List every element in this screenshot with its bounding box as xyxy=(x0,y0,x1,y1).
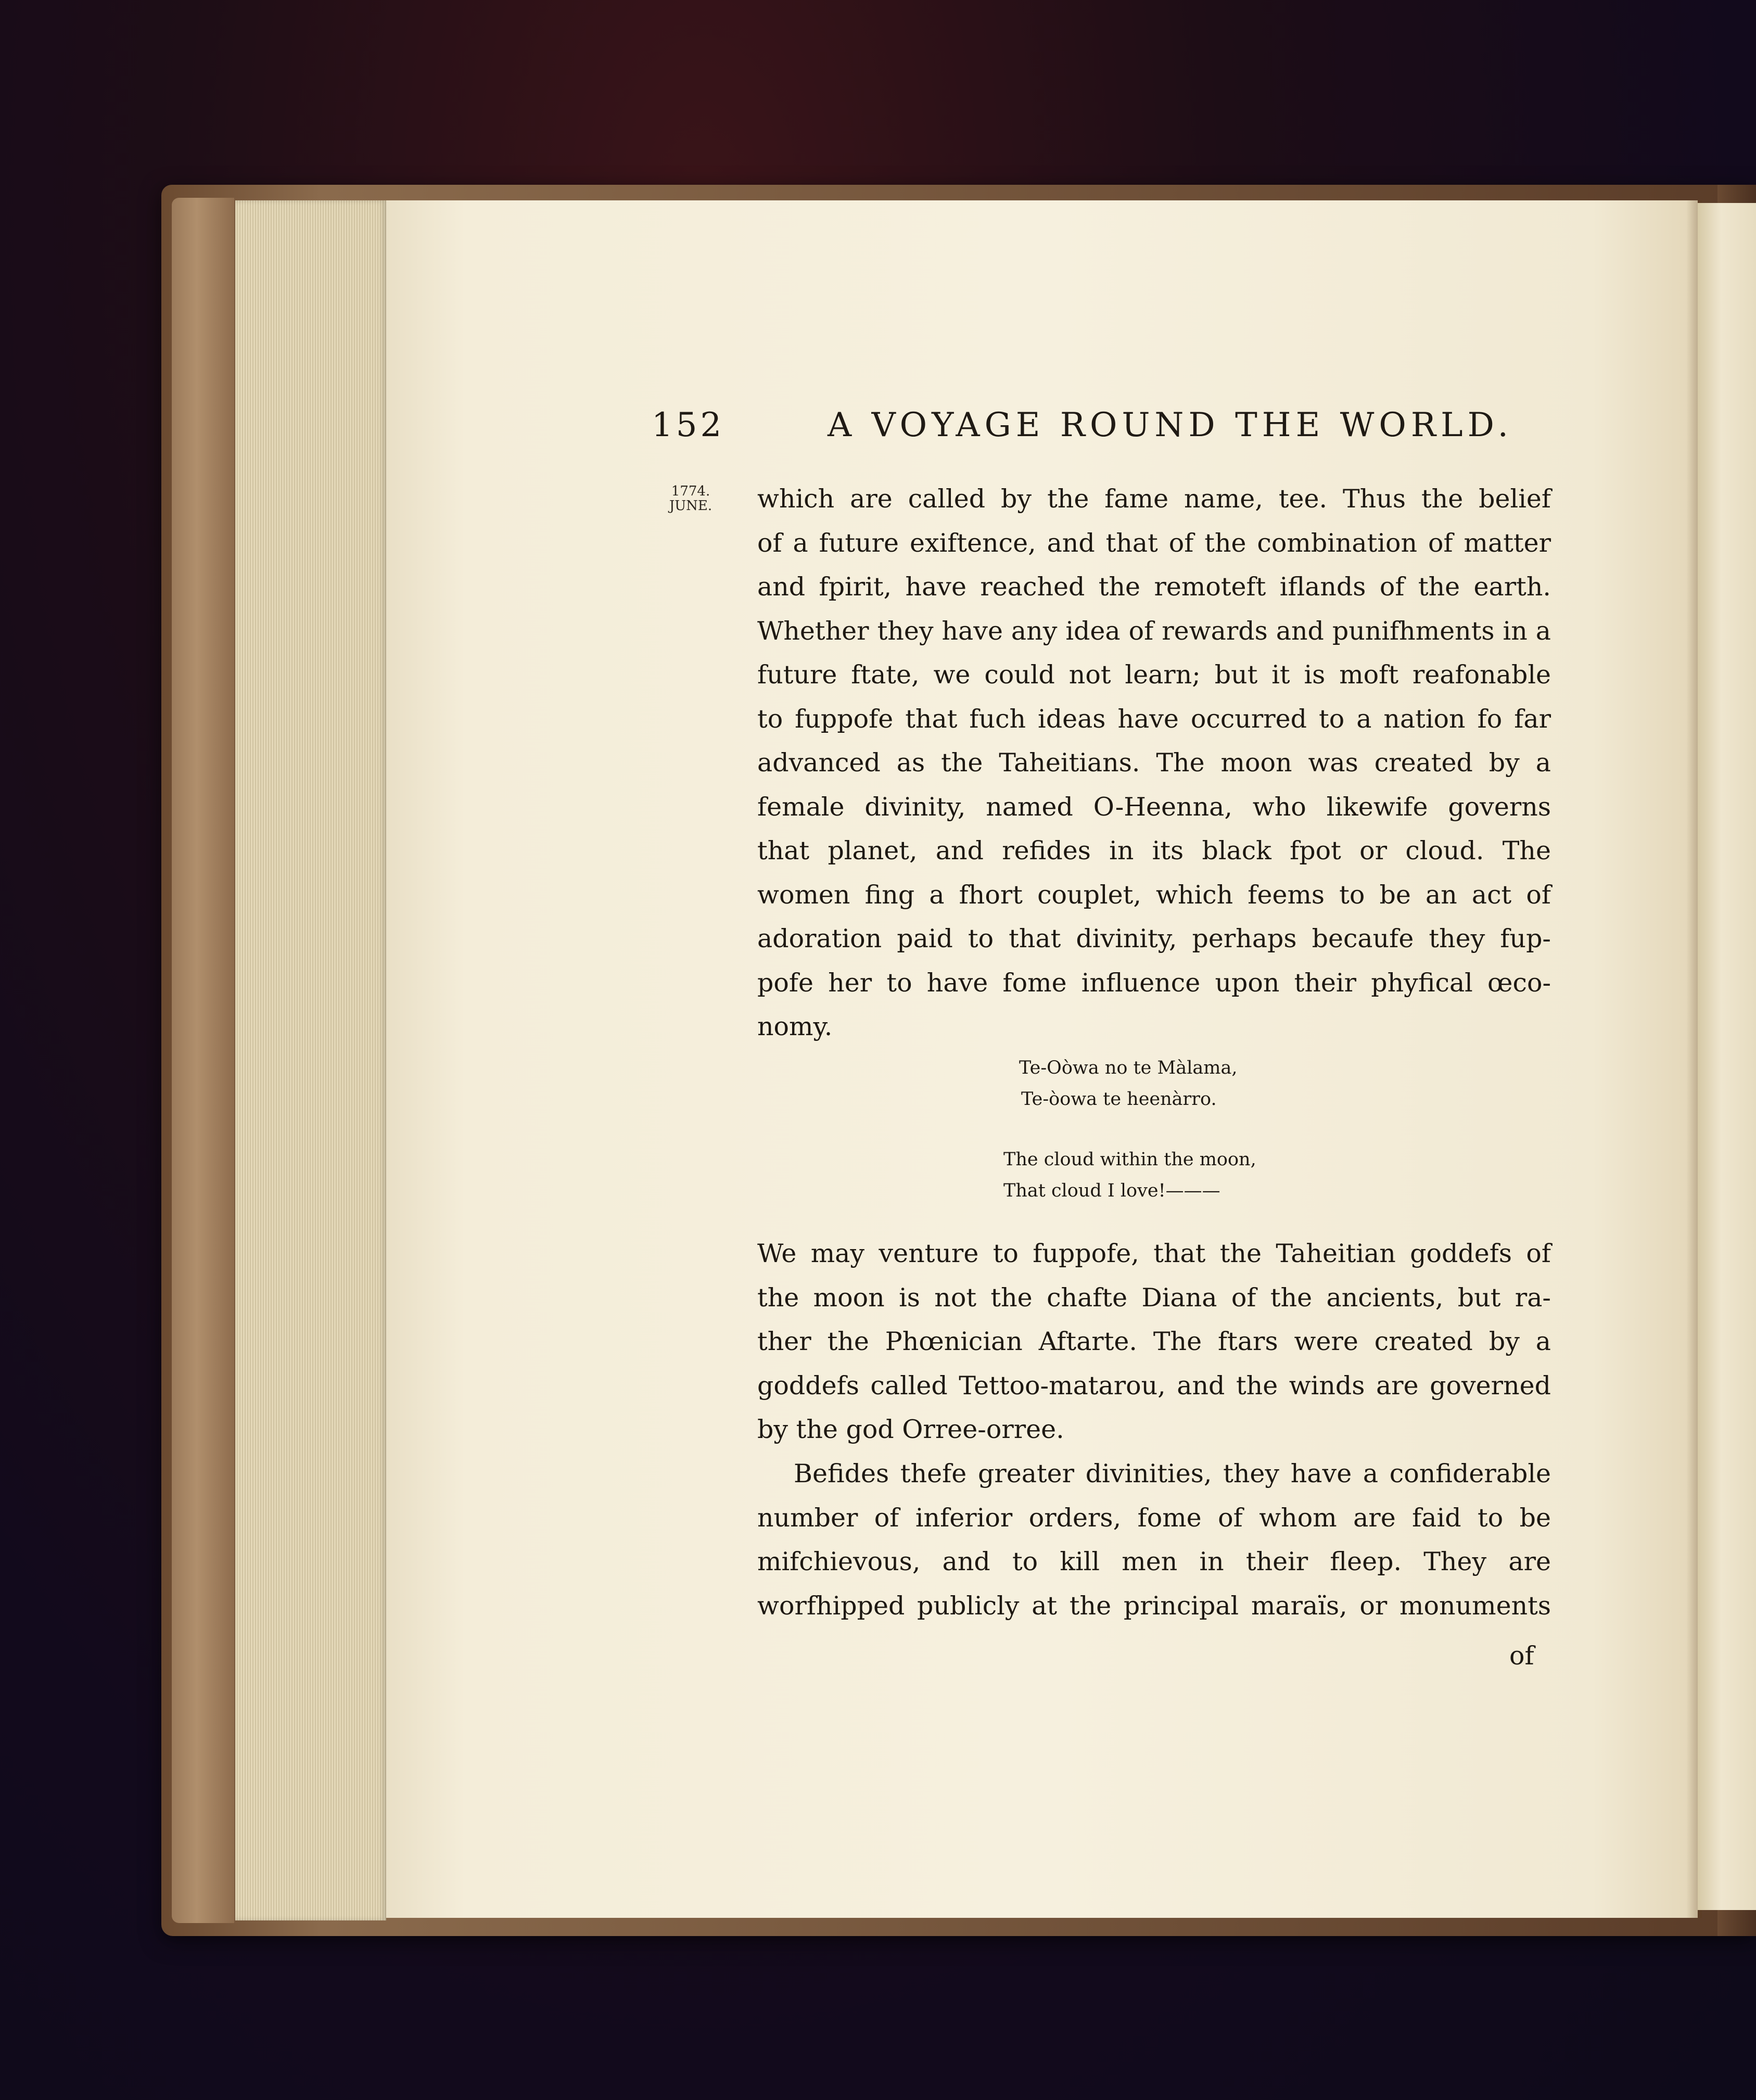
catchword: of xyxy=(1509,1641,1534,1671)
text-line: goddefs called Tettoo-matarou, and the winds are governed xyxy=(757,1370,1551,1401)
text-line: and fpirit, have reached the remoteft iflands of the earth. xyxy=(757,572,1551,602)
page-number: 152 xyxy=(652,406,725,444)
facing-page-edge xyxy=(1698,203,1756,1910)
verse-original xyxy=(1019,1052,1237,1115)
text-line: Befides thefe greater divinities, they have a confiderable xyxy=(794,1459,1551,1488)
margin-month: JUNE. xyxy=(669,498,712,514)
book-spine-edge xyxy=(172,198,234,1923)
text-line: mifchievous, and to kill men in their fleep. They are xyxy=(757,1547,1551,1576)
text-line: pofe her to have fome influence upon their phyfical œco- xyxy=(757,968,1551,998)
verse-line: Te-Oòwa no te Màlama, xyxy=(1019,1058,1238,1078)
text-line: which are called by the fame name, tee. Thus the belief xyxy=(757,484,1551,514)
text-line: by the god Orree-orree. xyxy=(757,1415,1064,1444)
text-line: female divinity, named O-Heenna, who likewife governs xyxy=(757,792,1551,822)
text-line: We may venture to fuppofe, that the Taheitian goddefs of xyxy=(757,1239,1551,1268)
paragraph-2 xyxy=(757,1232,1551,1452)
text-line: advanced as the Taheitians. The moon was created by a xyxy=(757,748,1551,778)
margin-date-note xyxy=(662,484,719,513)
text-line: ther the Phœnician Aftarte. The ftars were created by a xyxy=(757,1327,1551,1356)
verse-line: Te-òowa te heenàrro. xyxy=(1021,1089,1217,1110)
paragraph-3 xyxy=(757,1452,1551,1628)
paragraph-1 xyxy=(757,477,1551,1049)
text-line: of a future exiftence, and that of the combination of matter xyxy=(757,528,1551,558)
text-line: Whether they have any idea of rewards and punifhments in a xyxy=(757,616,1551,646)
text-line: the moon is not the chafte Diana of the ancients, but ra- xyxy=(757,1282,1551,1313)
text-line: nomy. xyxy=(757,1012,833,1041)
text-line: number of inferior orders, fome of whom are faid to be xyxy=(757,1503,1551,1533)
page-edges xyxy=(235,200,386,1920)
text-line: to fuppofe that fuch ideas have occurred to a nation fo far xyxy=(757,704,1551,734)
running-title: A VOYAGE ROUND THE WORLD. xyxy=(828,406,1513,444)
text-line: adoration paid to that divinity, perhaps becaufe they fup- xyxy=(757,924,1551,953)
verse-translation xyxy=(1003,1144,1256,1206)
margin-year: 1774. xyxy=(671,483,710,499)
text-line: that planet, and refides in its black fpot or cloud. The xyxy=(757,836,1551,866)
verse-line: The cloud within the moon, xyxy=(1003,1149,1256,1170)
text-line: worfhipped publicly at the principal maraïs, or monuments xyxy=(757,1590,1551,1621)
verse-line: That cloud I love!——— xyxy=(1003,1180,1220,1201)
text-line: future ftate, we could not learn; but it is moft reafonable xyxy=(757,660,1551,690)
text-line: women fing a fhort couplet, which feems to be an act of xyxy=(757,880,1551,910)
